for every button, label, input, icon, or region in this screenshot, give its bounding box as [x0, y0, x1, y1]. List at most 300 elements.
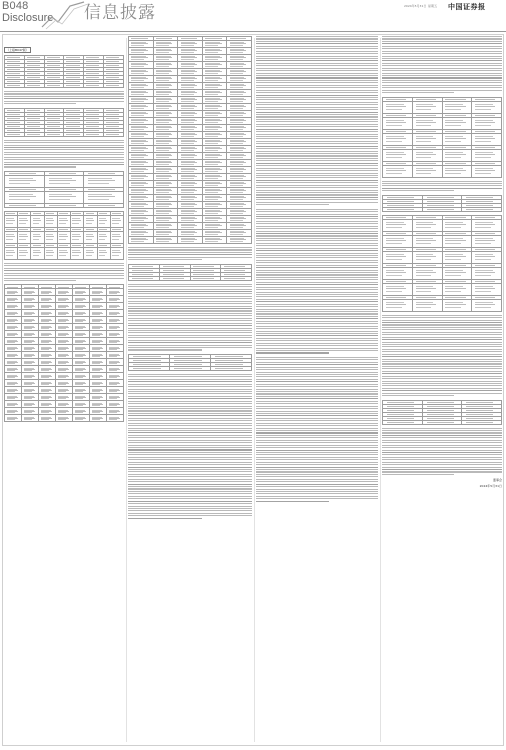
text-line — [128, 315, 252, 316]
table-cell — [90, 317, 107, 324]
table-cell — [56, 401, 73, 408]
text-line — [128, 284, 252, 285]
table-cell — [153, 83, 178, 90]
table-cell — [5, 310, 22, 317]
table-cell — [90, 359, 107, 366]
table-cell — [227, 97, 252, 104]
table-block — [4, 171, 124, 208]
table-cell — [178, 174, 203, 181]
table-cell — [129, 195, 154, 202]
table-cell — [73, 408, 90, 415]
text-line — [4, 157, 124, 158]
text-line — [128, 252, 252, 253]
text-line — [256, 185, 378, 186]
table-cell — [39, 373, 56, 380]
table-cell — [227, 223, 252, 230]
text-line — [128, 318, 252, 319]
text-line — [128, 410, 252, 411]
table-cell — [383, 219, 413, 231]
text-line — [256, 335, 378, 336]
text-line — [256, 75, 378, 76]
table-cell — [73, 338, 90, 345]
table-cell — [472, 101, 502, 113]
table-cell — [178, 83, 203, 90]
table-row — [5, 394, 124, 401]
body-text — [4, 263, 124, 283]
text-line — [382, 395, 454, 396]
text-line — [256, 340, 378, 341]
table-row — [5, 310, 124, 317]
text-line — [128, 384, 252, 385]
table-cell — [227, 230, 252, 237]
text-line — [128, 447, 252, 448]
text-line — [382, 445, 502, 446]
text-line — [256, 452, 378, 453]
text-line — [128, 340, 252, 341]
table-row — [383, 117, 502, 129]
table-cell — [5, 345, 22, 352]
text-line — [128, 449, 252, 450]
text-line — [256, 124, 378, 125]
text-line — [128, 510, 252, 511]
table-cell — [44, 215, 57, 227]
text-line — [256, 393, 378, 394]
text-line — [256, 245, 378, 246]
text-line — [4, 154, 124, 155]
text-line — [256, 260, 378, 261]
text-line — [128, 296, 252, 297]
table-cell — [472, 235, 502, 247]
text-line — [382, 181, 502, 182]
text-line — [382, 90, 502, 91]
text-line — [256, 109, 378, 110]
text-line — [382, 462, 502, 463]
text-line — [128, 349, 202, 350]
table-block — [382, 195, 502, 212]
text-line — [256, 301, 378, 302]
table-cell — [227, 48, 252, 55]
table-cell — [472, 149, 502, 161]
table-row — [5, 415, 124, 422]
text-line — [382, 324, 502, 325]
text-line — [382, 442, 502, 443]
table-cell — [64, 84, 84, 88]
table-cell — [73, 415, 90, 422]
table-cell — [39, 401, 56, 408]
table-cell — [107, 345, 124, 352]
text-line — [256, 423, 378, 424]
text-line — [382, 349, 502, 350]
text-line — [382, 447, 502, 448]
text-line — [256, 462, 378, 463]
text-line — [382, 390, 502, 391]
text-line — [128, 313, 252, 314]
text-line — [256, 299, 378, 300]
table-cell — [202, 90, 227, 97]
text-line — [128, 406, 252, 407]
table-cell — [383, 117, 413, 129]
table-cell — [383, 251, 413, 263]
table-cell — [39, 415, 56, 422]
table-cell — [39, 310, 56, 317]
table-cell — [107, 296, 124, 303]
text-line — [256, 362, 378, 363]
table-row — [5, 387, 124, 394]
text-line — [382, 361, 502, 362]
text-line — [256, 401, 378, 402]
table-cell — [153, 181, 178, 188]
table-cell — [73, 401, 90, 408]
table-block — [382, 400, 502, 425]
table-cell — [129, 167, 154, 174]
text-line — [256, 457, 378, 458]
text-line — [128, 440, 252, 441]
table-cell — [5, 394, 22, 401]
text-line — [382, 440, 502, 441]
table-cell — [22, 401, 39, 408]
table-cell — [129, 41, 154, 48]
text-line — [256, 348, 378, 349]
table-cell — [227, 209, 252, 216]
table-cell — [31, 231, 44, 243]
text-line — [128, 474, 252, 475]
table-block — [4, 211, 124, 260]
table-cell — [383, 267, 413, 279]
table-cell — [22, 394, 39, 401]
table-cell — [57, 247, 70, 259]
text-line — [256, 226, 378, 227]
table-cell — [129, 209, 154, 216]
text-line — [256, 218, 378, 219]
table-row — [5, 215, 124, 227]
table-cell — [129, 174, 154, 181]
text-line — [382, 459, 502, 460]
table-cell — [56, 310, 73, 317]
text-line — [128, 303, 252, 304]
text-line — [256, 129, 378, 130]
text-line — [382, 73, 502, 74]
text-line — [382, 185, 502, 186]
column-divider — [380, 38, 381, 742]
body-text — [4, 91, 124, 106]
table-cell — [84, 191, 124, 203]
text-line — [256, 97, 378, 98]
table-cell — [90, 394, 107, 401]
text-line — [256, 437, 378, 438]
table-cell — [56, 296, 73, 303]
signature-company: 董事会 — [492, 478, 502, 483]
table-cell — [178, 132, 203, 139]
text-line — [4, 93, 124, 94]
table-cell — [202, 48, 227, 55]
text-line — [256, 311, 378, 312]
table-cell — [129, 48, 154, 55]
table-cell — [202, 76, 227, 83]
table-cell — [178, 97, 203, 104]
table-cell — [107, 366, 124, 373]
table-cell — [227, 195, 252, 202]
body-text — [382, 428, 502, 477]
text-line — [128, 386, 252, 387]
text-line — [128, 393, 252, 394]
section-english-title: Disclosure — [2, 12, 54, 24]
text-line — [382, 183, 502, 184]
text-line — [256, 484, 378, 485]
text-line — [256, 343, 378, 344]
table-cell — [178, 90, 203, 97]
text-line — [256, 53, 378, 54]
table-row — [129, 174, 252, 181]
table-cell — [442, 299, 472, 311]
text-line — [256, 313, 378, 314]
table-row — [383, 207, 502, 211]
text-line — [128, 398, 252, 399]
table-cell — [129, 202, 154, 209]
text-line — [128, 408, 252, 409]
table-cell — [227, 111, 252, 118]
text-line — [256, 331, 378, 332]
text-line — [256, 235, 378, 236]
text-line — [256, 41, 378, 42]
table-cell — [73, 380, 90, 387]
table-cell — [90, 345, 107, 352]
text-line — [256, 114, 378, 115]
text-line — [128, 403, 252, 404]
table-cell — [57, 215, 70, 227]
table-cell — [153, 62, 178, 69]
text-line — [256, 95, 378, 96]
table-cell — [178, 195, 203, 202]
text-line — [382, 329, 502, 330]
text-line — [4, 149, 124, 150]
text-line — [128, 464, 252, 465]
table-cell — [227, 237, 252, 244]
text-line — [382, 368, 502, 369]
table-cell — [22, 366, 39, 373]
table-cell — [153, 41, 178, 48]
text-line — [4, 270, 124, 271]
section-chinese-title: 信息披露 — [84, 3, 156, 23]
text-line — [256, 46, 378, 47]
table-cell — [90, 324, 107, 331]
table-block — [4, 284, 124, 422]
table-row — [383, 420, 502, 424]
table-cell — [22, 289, 39, 296]
table-cell — [39, 359, 56, 366]
table-cell — [442, 219, 472, 231]
table-cell — [129, 153, 154, 160]
text-line — [256, 107, 378, 108]
body-text — [256, 36, 378, 207]
table-cell — [472, 251, 502, 263]
text-line — [128, 486, 252, 487]
table-cell — [5, 380, 22, 387]
text-line — [382, 371, 502, 372]
table-cell — [153, 153, 178, 160]
text-line — [256, 287, 378, 288]
text-line — [128, 289, 252, 290]
table-cell — [73, 366, 90, 373]
text-line — [382, 471, 502, 472]
text-line — [256, 126, 378, 127]
text-line — [256, 116, 378, 117]
text-line — [128, 332, 252, 333]
table-cell — [178, 146, 203, 153]
text-line — [256, 282, 378, 283]
table-row — [129, 111, 252, 118]
text-line — [128, 459, 252, 460]
text-line — [382, 381, 502, 382]
table-cell — [442, 283, 472, 295]
table-cell — [153, 111, 178, 118]
table-cell — [5, 352, 22, 359]
text-line — [128, 479, 252, 480]
table-cell — [202, 230, 227, 237]
column-divider — [126, 38, 127, 742]
column-4 — [382, 36, 502, 744]
text-line — [256, 474, 378, 475]
table-cell — [90, 401, 107, 408]
table-cell — [129, 132, 154, 139]
text-line — [256, 248, 378, 249]
table-cell — [412, 165, 442, 177]
table-row — [129, 139, 252, 146]
table-row — [5, 408, 124, 415]
table-cell — [90, 310, 107, 317]
text-line — [256, 141, 378, 142]
text-line — [256, 493, 378, 494]
table-row — [129, 223, 252, 230]
table-cell — [90, 303, 107, 310]
text-line — [128, 423, 252, 424]
table-cell — [227, 104, 252, 111]
text-line — [256, 92, 378, 93]
table-row — [5, 338, 124, 345]
table-cell — [227, 62, 252, 69]
table-cell — [84, 231, 97, 243]
text-line — [256, 398, 378, 399]
table-cell — [71, 247, 84, 259]
table-cell — [221, 276, 252, 280]
text-line — [128, 413, 252, 414]
table-cell — [90, 408, 107, 415]
text-line — [4, 101, 124, 102]
text-line — [382, 464, 502, 465]
text-line — [128, 518, 202, 519]
table-row — [383, 251, 502, 263]
table-cell — [153, 125, 178, 132]
text-line — [128, 442, 252, 443]
table-cell — [227, 41, 252, 48]
text-line — [256, 68, 378, 69]
text-line — [382, 428, 502, 429]
table-row — [129, 202, 252, 209]
table-cell — [56, 352, 73, 359]
table-row — [129, 132, 252, 139]
newspaper-name: 中国证券报 — [448, 2, 486, 11]
table-cell — [202, 181, 227, 188]
text-line — [382, 373, 502, 374]
text-line — [128, 342, 252, 343]
text-line — [256, 369, 378, 370]
text-line — [256, 151, 378, 152]
text-line — [128, 247, 252, 248]
table-cell — [129, 125, 154, 132]
table-cell — [202, 125, 227, 132]
data-table — [4, 55, 124, 88]
table-row — [5, 352, 124, 359]
table-cell — [129, 181, 154, 188]
table-cell — [39, 289, 56, 296]
table-row — [5, 247, 124, 259]
table-row — [129, 366, 252, 370]
text-line — [256, 238, 378, 239]
text-line — [128, 337, 252, 338]
table-cell — [202, 104, 227, 111]
table-cell — [39, 324, 56, 331]
text-line — [256, 77, 378, 78]
text-line — [382, 190, 454, 191]
text-line — [256, 318, 378, 319]
table-cell — [107, 289, 124, 296]
table-row — [383, 283, 502, 295]
table-cell — [5, 303, 22, 310]
text-line — [256, 158, 378, 159]
text-line — [128, 391, 252, 392]
table-cell — [383, 420, 423, 424]
table-row — [5, 203, 124, 207]
table-cell — [24, 132, 44, 136]
table-cell — [412, 101, 442, 113]
text-line — [128, 469, 252, 470]
table-row — [383, 235, 502, 247]
table-cell — [5, 401, 22, 408]
table-cell — [153, 167, 178, 174]
text-line — [256, 192, 378, 193]
text-line — [382, 63, 502, 64]
table-cell — [153, 97, 178, 104]
table-cell — [39, 303, 56, 310]
text-line — [256, 56, 378, 57]
text-line — [256, 87, 378, 88]
table-cell — [71, 215, 84, 227]
table-cell — [84, 247, 97, 259]
text-line — [256, 153, 378, 154]
text-line — [128, 471, 252, 472]
table-row — [383, 267, 502, 279]
text-line — [4, 164, 124, 165]
text-line — [128, 323, 252, 324]
text-line — [256, 221, 378, 222]
text-line — [256, 379, 378, 380]
table-cell — [73, 310, 90, 317]
text-line — [256, 250, 378, 251]
table-row — [129, 90, 252, 97]
text-line — [4, 96, 124, 97]
table-cell — [97, 215, 110, 227]
table-cell — [107, 310, 124, 317]
table-cell — [73, 394, 90, 401]
column-1 — [4, 36, 124, 744]
table-cell — [383, 283, 413, 295]
table-cell — [412, 219, 442, 231]
text-line — [128, 325, 252, 326]
table-cell — [442, 101, 472, 113]
table-cell — [412, 133, 442, 145]
text-line — [382, 376, 502, 377]
text-line — [382, 337, 502, 338]
table-cell — [90, 289, 107, 296]
